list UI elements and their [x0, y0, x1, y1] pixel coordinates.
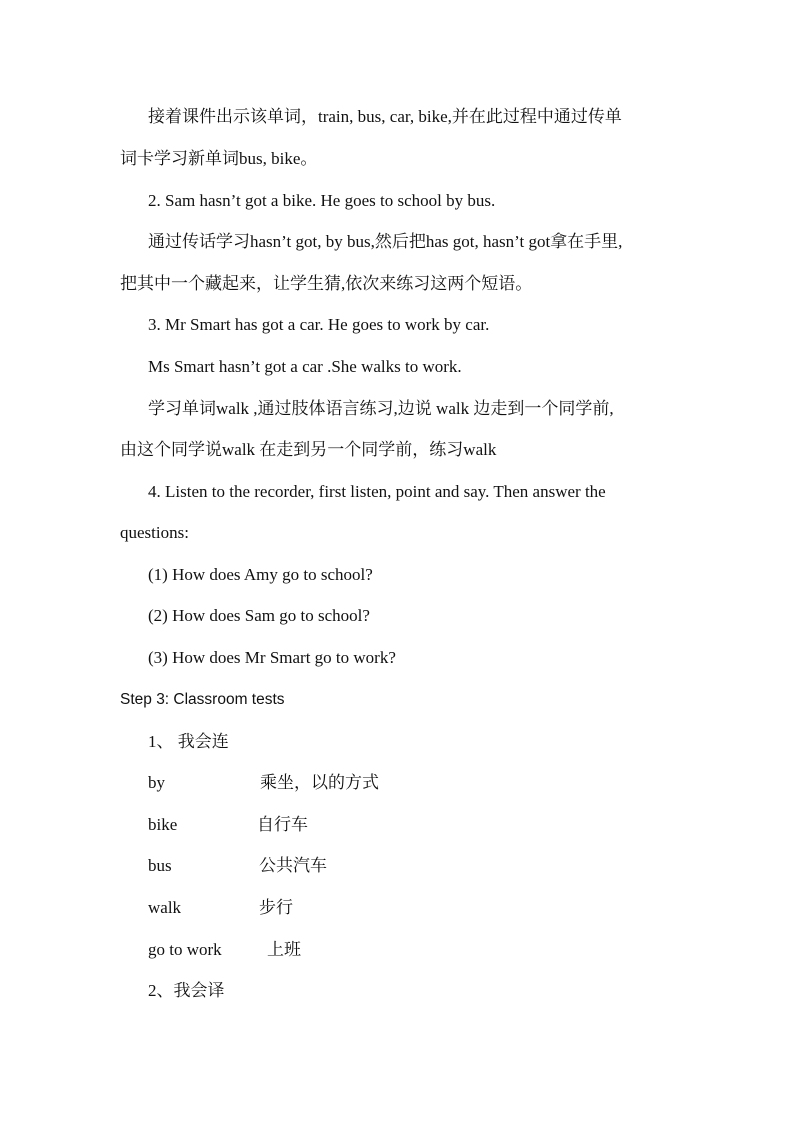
section-heading: Step 3: Classroom tests: [120, 691, 285, 708]
vocab-meaning: 步行: [259, 898, 293, 917]
vocab-meaning: 自行车: [257, 815, 308, 834]
vocab-term: by: [148, 773, 165, 792]
vocab-term: walk: [148, 898, 182, 917]
paragraph-line: 由这个同学说walk 在走到另一个同学前，练习walk: [120, 440, 497, 459]
task-title: 2、我会译: [148, 981, 225, 1000]
question-item: (1) How does Amy go to school?: [148, 565, 373, 584]
paragraph-line: Ms Smart hasn’t got a car .She walks to work.: [148, 357, 462, 376]
vocab-term: bike: [148, 815, 178, 834]
task-title: 1、 我会连: [148, 732, 229, 751]
paragraph-line: 2. Sam hasn’t got a bike. He goes to school by bus.: [148, 191, 496, 210]
question-item: (3) How does Mr Smart go to work?: [148, 648, 396, 667]
question-item: (2) How does Sam go to school?: [148, 606, 370, 625]
vocab-term: bus: [148, 856, 172, 875]
paragraph-line: 3. Mr Smart has got a car. He goes to work by car.: [148, 315, 490, 334]
vocab-term: go to work: [148, 940, 222, 959]
paragraph-line: 学习单词walk ,通过肢体语言练习,边说 walk 边走到一个同学前,: [148, 399, 614, 418]
paragraph-line: 4. Listen to the recorder, first listen, point and say. Then answer the: [148, 482, 606, 501]
vocab-meaning: 乘坐，以的方式: [260, 773, 379, 792]
paragraph-line: 词卡学习新单词bus, bike。: [120, 149, 318, 168]
vocab-meaning: 上班: [267, 940, 301, 959]
paragraph-line: questions:: [120, 523, 189, 542]
paragraph-line: 把其中一个藏起来，让学生猜,依次来练习这两个短语。: [120, 274, 533, 293]
paragraph-line: 通过传话学习hasn’t got, by bus,然后把has got, hasn’t got拿在手里,: [148, 232, 623, 251]
vocab-meaning: 公共汽车: [259, 856, 327, 875]
paragraph-line: 接着课件出示该单词，train, bus, car, bike,并在此过程中通过传单: [148, 107, 622, 126]
